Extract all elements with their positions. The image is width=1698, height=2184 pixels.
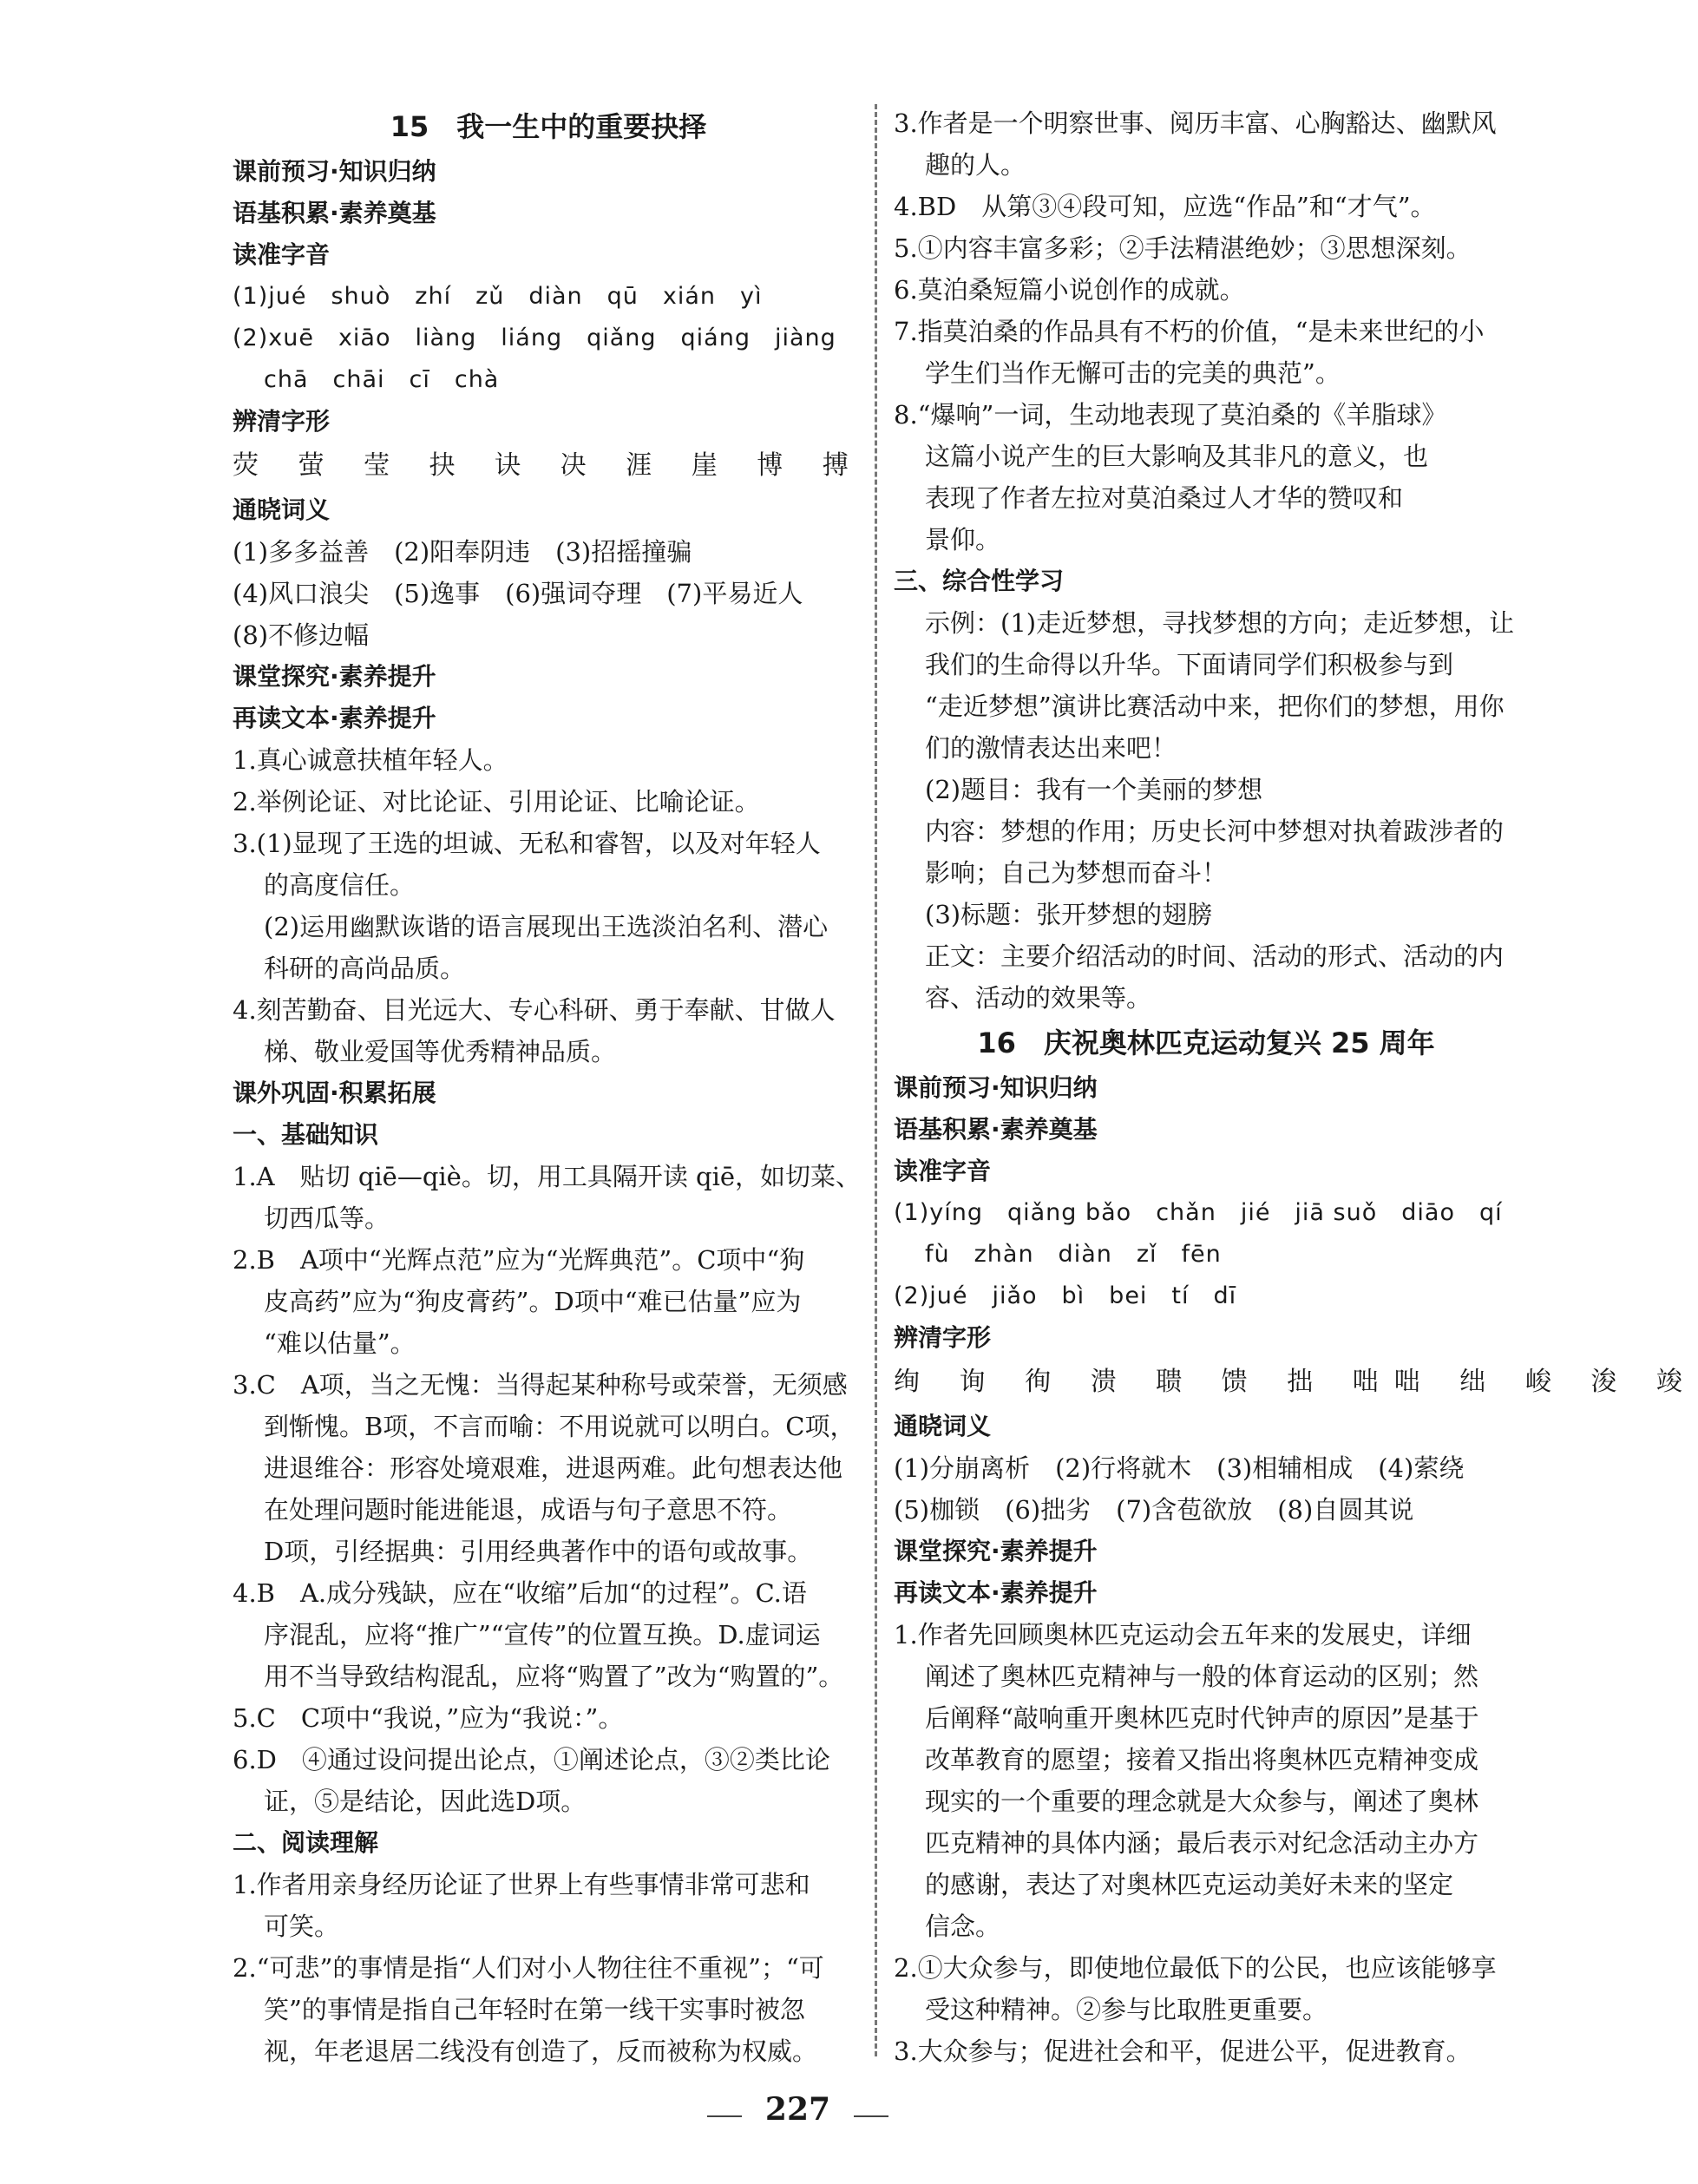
section-heading: 辨清字形 (233, 407, 331, 436)
text-line: 这篇小说产生的巨大影响及其非凡的意义，也 (925, 442, 1429, 471)
text-line: (2)运用幽默诙谐的语言展现出王选淡泊名利、潜心 (264, 912, 829, 941)
text-line: 容、活动的效果等。 (925, 983, 1152, 1013)
text-line: 科研的高尚品质。 (264, 954, 466, 983)
text-line: 8.“爆响”一词，生动地表现了莫泊桑的《羊脂球》 (894, 400, 1447, 430)
text-line: 景仰。 (925, 525, 1001, 554)
pinyin-line: (1)yíng qiǎng bǎo chǎn jié jiā suǒ diāo qí (894, 1199, 1503, 1226)
text-line: 3.大众参与；促进社会和平，促进公平，促进教育。 (894, 2036, 1472, 2066)
text-line: 正文：主要介绍活动的时间、活动的形式、活动的内 (925, 941, 1505, 971)
section-title: 16 庆祝奥林匹克运动复兴 25 周年 (977, 1026, 1435, 1059)
left-column (233, 102, 864, 2072)
pinyin-line: (2)xuē xiāo liàng liáng qiǎng qiáng jiàng (233, 325, 836, 351)
text-line: 5.①内容丰富多彩；②手法精湛绝妙；③思想深刻。 (894, 233, 1472, 263)
text-line: 5.C C项中“我说，”应为“我说：”。 (233, 1703, 624, 1733)
text-line: 1.作者先回顾奥林匹克运动会五年来的发展史，详细 (894, 1620, 1472, 1649)
text-line: 7.指莫泊桑的作品具有不朽的价值，“是未来世纪的小 (894, 317, 1485, 346)
text-line: 后阐释“敲响重开奥林匹克时代钟声的原因”是基于 (925, 1703, 1479, 1733)
text-line: 进退维谷：形容处境艰难，进退两难。此句想表达他 (264, 1453, 843, 1483)
section-title: 15 我一生中的重要抉择 (390, 110, 707, 143)
section-heading: 课外巩固·积累拓展 (233, 1079, 436, 1107)
pinyin-line: (2)jué jiǎo bì bei tí dī (894, 1282, 1237, 1309)
character-list: 绚 询 徇 溃 聩 馈 拙 咄咄 绌 峻 浚 竣 (894, 1367, 1698, 1397)
text-line: 4.BD 从第③④段可知，应选“作品”和“才气”。 (894, 192, 1436, 221)
text-line: 序混乱，应将“推广”“宣传”的位置互换。D.虚词运 (264, 1620, 821, 1649)
text-line: 匹克精神的具体内涵；最后表示对纪念活动主办方 (925, 1828, 1479, 1858)
section-heading: 读准字音 (233, 240, 331, 269)
section-heading: 语基积累·素养奠基 (894, 1115, 1098, 1144)
section-heading: 通晓词义 (233, 495, 331, 524)
text-line: 1.真心诚意扶植年轻人。 (233, 745, 508, 775)
section-heading: 通晓词义 (894, 1412, 992, 1440)
text-line: 学生们当作无懈可击的完美的典范”。 (925, 358, 1341, 388)
text-line: 影响；自己为梦想而奋斗！ (925, 858, 1228, 888)
section-heading: 语基积累·素养奠基 (233, 199, 436, 227)
text-line: 梯、敬业爱国等优秀精神品质。 (264, 1037, 617, 1066)
column-divider (875, 104, 877, 2056)
text-line: 我们的生命得以升华。下面请同学们积极参与到 (925, 650, 1454, 679)
text-line: 趣的人。 (925, 150, 1026, 180)
section-heading: 读准字音 (894, 1157, 992, 1185)
text-line: 改革教育的愿望；接着又指出将奥林匹克精神变成 (925, 1745, 1479, 1774)
text-line: 在处理问题时能进能退，成语与句子意思不符。 (264, 1495, 793, 1525)
text-line: (1)分崩离析 (2)行将就木 (3)相辅相成 (4)萦绕 (894, 1453, 1465, 1483)
section-heading: 辨清字形 (894, 1323, 992, 1352)
page-number: 227 (764, 2091, 831, 2128)
text-line: (2)题目：我有一个美丽的梦想 (925, 775, 1263, 804)
section-heading: 再读文本·素养提升 (894, 1578, 1098, 1607)
text-line: “走近梦想”演讲比赛活动中来，把你们的梦想，用你 (925, 692, 1505, 721)
footer-dash-left (707, 2115, 742, 2117)
text-line: 们的激情表达出来吧！ (925, 733, 1177, 763)
text-line: 视，年老退居二线没有创造了，反而被称为权威。 (264, 2036, 818, 2066)
text-line: 用不当导致结构混乱，应将“购置了”改为“购置的”。 (264, 1662, 844, 1691)
text-line: D项，引经据典：引用经典著作中的语句或故事。 (264, 1537, 813, 1566)
section-heading: 再读文本·素养提升 (233, 704, 436, 732)
text-line: 2.举例论证、对比论证、引用论证、比喻论证。 (233, 787, 760, 817)
text-line: 6.D ④通过设问提出论点，①阐述论点，③②类比论 (233, 1745, 830, 1774)
text-line: 阐述了奥林匹克精神与一般的体育运动的区别；然 (925, 1662, 1479, 1691)
text-line: 的高度信任。 (264, 870, 416, 900)
pinyin-line: chā chāi cī chà (264, 366, 500, 393)
text-line: (1)多多益善 (2)阳奉阴违 (3)招摇撞骗 (233, 537, 692, 567)
footer-dash-right (854, 2115, 888, 2117)
text-line: 笑”的事情是指自己年轻时在第一线干实事时被忽 (264, 1995, 805, 2024)
text-line: 受这种精神。②参与比取胜更重要。 (925, 1995, 1328, 2024)
page-footer (0, 2091, 1596, 2140)
section-heading: 课前预习·知识归纳 (233, 157, 436, 186)
text-line: 信念。 (925, 1912, 1001, 1941)
pinyin-line: (1)jué shuò zhí zǔ diàn qū xián yì (233, 283, 763, 310)
text-line: 2.①大众参与，即使地位最低下的公民，也应该能够享 (894, 1953, 1497, 1983)
text-line: 3.(1)显现了王选的坦诚、无私和睿智，以及对年轻人 (233, 829, 821, 858)
text-line: 3.C A项，当之无愧：当得起某种称号或荣誉，无须感 (233, 1370, 848, 1400)
section-heading: 三、综合性学习 (894, 567, 1065, 595)
text-line: 3.作者是一个明察世事、阅历丰富、心胸豁达、幽默风 (894, 108, 1497, 138)
text-line: 4.B A.成分残缺，应在“收缩”后加“的过程”。C.语 (233, 1578, 807, 1608)
text-line: 示例：(1)走近梦想，寻找梦想的方向；走近梦想，让 (925, 608, 1515, 638)
text-line: 的感谢，表达了对奥林匹克运动美好未来的坚定 (925, 1870, 1454, 1899)
section-heading: 一、基础知识 (233, 1120, 379, 1149)
text-line: (5)枷锁 (6)拙劣 (7)含苞欲放 (8)自圆其说 (894, 1495, 1414, 1525)
text-line: (3)标题：张开梦想的翅膀 (925, 900, 1213, 929)
text-line: 皮高药”应为“狗皮膏药”。D项中“难已估量”应为 (264, 1287, 802, 1316)
text-line: 切西瓜等。 (264, 1203, 390, 1233)
text-line: “难以估量”。 (264, 1328, 416, 1358)
text-line: (4)风口浪尖 (5)逸事 (6)强词夺理 (7)平易近人 (233, 579, 803, 608)
section-heading: 课堂探究·素养提升 (894, 1537, 1098, 1565)
text-line: 内容：梦想的作用；历史长河中梦想对执着跋涉者的 (925, 817, 1505, 846)
text-line: 到惭愧。B项，不言而喻：不用说就可以明白。C项， (264, 1412, 856, 1441)
text-line: 可笑。 (264, 1912, 340, 1941)
section-heading: 课堂探究·素养提升 (233, 662, 436, 691)
text-line: 现实的一个重要的理念就是大众参与，阐述了奥林 (925, 1787, 1479, 1816)
text-line: 2.B A项中“光辉点范”应为“光辉典范”。C项中“狗 (233, 1245, 805, 1275)
character-list: 荧 萤 莹 抉 诀 决 涯 崖 博 搏 (233, 450, 864, 481)
text-line: 4.刻苦勤奋、目光远大、专心科研、勇于奉献、甘做人 (233, 995, 836, 1025)
text-line: 1.作者用亲身经历论证了世界上有些事情非常可悲和 (233, 1870, 810, 1899)
text-line: 证，⑤是结论，因此选D项。 (264, 1787, 587, 1816)
text-line: 2.“可悲”的事情是指“人们对小人物往往不重视”；“可 (233, 1953, 824, 1983)
section-heading: 课前预习·知识归纳 (894, 1073, 1098, 1102)
text-line: (8)不修边幅 (233, 620, 370, 650)
text-line: 1.A 贴切 qiē—qiè。切，用工具隔开读 qiē，如切菜、 (233, 1162, 862, 1191)
right-column (894, 102, 1698, 2072)
section-heading: 二、阅读理解 (233, 1828, 379, 1857)
pinyin-line: fù zhàn diàn zǐ fēn (925, 1241, 1222, 1268)
text-line: 表现了作者左拉对莫泊桑过人才华的赞叹和 (925, 483, 1404, 513)
text-line: 6.莫泊桑短篇小说创作的成就。 (894, 275, 1245, 305)
